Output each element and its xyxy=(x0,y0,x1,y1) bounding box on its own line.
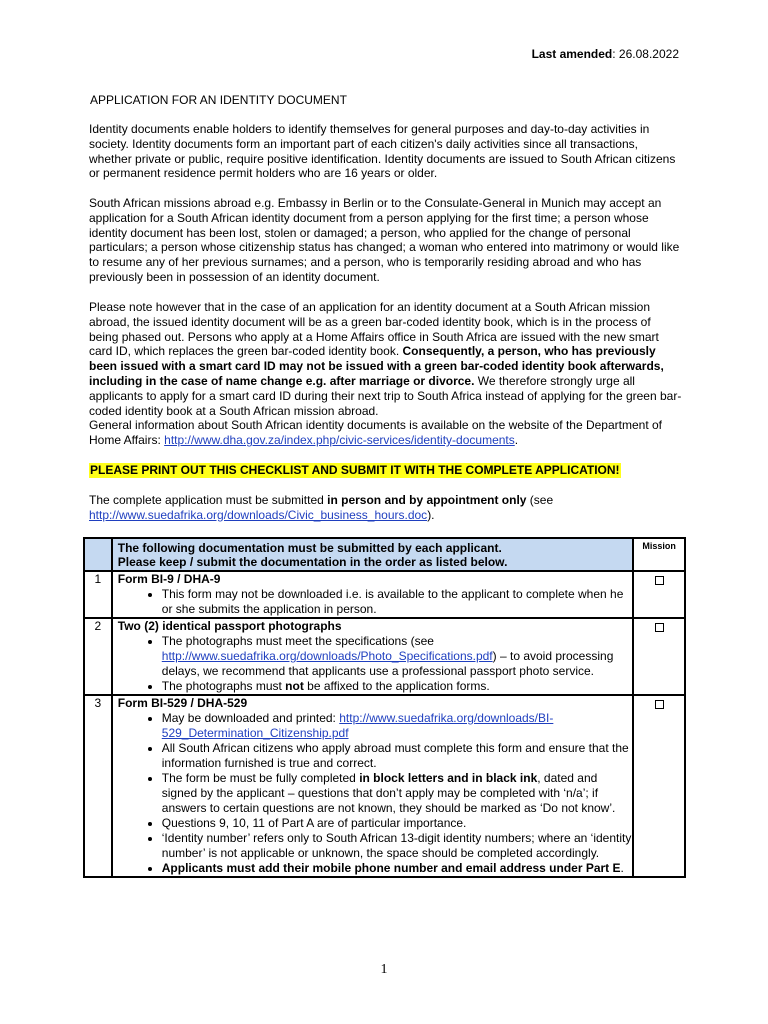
list-item xyxy=(162,679,632,694)
item-bold: not xyxy=(285,679,304,693)
table-row xyxy=(84,695,685,877)
item-text: , dated and signed by the applicant – questions that don’t apply may be completed with ‘n/a’; if answers to certain questions are not known, they should be marked as ‘Do not know’. xyxy=(161,771,616,815)
row-number: 1 xyxy=(84,571,112,618)
list-item xyxy=(162,634,632,679)
table-header-row xyxy=(84,538,685,571)
list-item xyxy=(162,861,632,876)
mission-label: Mission xyxy=(642,541,676,551)
list-item: • Questions 9, 10, 11 of Part A are of particular importance. xyxy=(162,816,632,831)
item-text: ) – to avoid processing delays, we recommend that applicants use a professional passport photo service. xyxy=(161,649,614,678)
last-amended xyxy=(532,47,679,62)
submission-text-post: (see xyxy=(526,493,554,507)
mission-checkbox[interactable] xyxy=(655,700,664,709)
business-hours-end: ). xyxy=(427,507,435,522)
checkbox-cell xyxy=(633,618,685,695)
missions-paragraph: South African missions abroad e.g. Embassy in Berlin or to the Consulate-General in Munich may accept an application for a South African identity document from a person applying for the first time; a person whose identity document has been lost, stolen or damaged; a person, who applied for the change of personal particulars; a person whose citizenship status has changed; a woman who entered into matrimony or would like to resume any of her previous surnames; and a person, who is temporarily residing abroad and who has previously been in possession of an identity document. xyxy=(89,196,680,284)
item-title: Form BI-9 / DHA-9 xyxy=(117,572,221,586)
table-row xyxy=(84,571,685,618)
item-text: May be downloaded and printed: xyxy=(161,711,340,725)
bullet-list xyxy=(113,711,632,876)
page-title: APPLICATION FOR AN IDENTITY DOCUMENT xyxy=(90,93,347,107)
checklist-table xyxy=(83,537,686,878)
checkbox-cell xyxy=(633,571,685,618)
mission-header-cell xyxy=(633,538,685,571)
item-text: be affixed to the application forms. xyxy=(303,679,490,693)
last-amended-date: : 26.08.2022 xyxy=(612,47,679,61)
item-text: The photographs must meet the specifications (see xyxy=(161,634,434,648)
submission-bold: in person and by appointment only xyxy=(327,493,527,507)
mission-checkbox[interactable] xyxy=(655,623,664,632)
item-title: Two (2) identical passport photographs xyxy=(117,619,342,633)
bullet-list xyxy=(113,634,632,694)
mission-checkbox[interactable] xyxy=(655,576,664,585)
row-content xyxy=(112,571,633,618)
item-bold: in block letters and in black ink xyxy=(359,771,538,785)
list-item: • All South African citizens who apply abroad must complete this form and ensure that the information furnished is true and correct. xyxy=(162,741,632,771)
header-line-1: The following documentation must be submitted by each applicant. xyxy=(117,541,502,555)
row-content xyxy=(112,695,633,877)
row-number: 3 xyxy=(84,695,112,877)
citizenship-form-link[interactable]: http://www.suedafrika.org/downloads/BI-529_Determination_Citizenship.pdf xyxy=(161,711,554,740)
list-item: • This form may not be downloaded i.e. is available to the applicant to complete when he or she submits the application in person. xyxy=(162,587,632,617)
submission-paragraph xyxy=(89,493,683,523)
dha-info-text: General information about South African identity documents is available on the website of the Department of Home Affairs: xyxy=(89,418,662,448)
item-title: Form BI-529 / DHA-529 xyxy=(117,696,248,710)
row-content xyxy=(112,618,633,695)
smart-card-text-2: We therefore strongly urge all applicants to apply for a smart card ID during their next trip to South Africa instead of applying for the green bar-coded identity book at a South African mission abroad. xyxy=(89,373,682,418)
smart-card-text-1: Please note however that in the case of an application for an identity document at a South African mission abroad, the issued identity document will be as a green bar-coded identity book, which is in the process of being phased out. Persons who apply at a Home Affairs office in South Africa are issued with the new smart card ID, which replaces the green bar-coded identity book. xyxy=(89,300,659,359)
item-text: The form be must be fully completed xyxy=(161,771,360,785)
smart-card-warning: Consequently, a person, who has previously been issued with a smart card ID may not be issued with a green bar-coded identity book afterwards, including in the case of name change e.g. after marriage or divorce. xyxy=(89,344,664,388)
business-hours-link[interactable]: http://www.suedafrika.org/downloads/Civic_business_hours.doc xyxy=(89,507,428,522)
header-num-cell xyxy=(84,538,112,571)
list-item xyxy=(162,771,632,816)
list-item xyxy=(162,711,632,741)
dha-link[interactable]: http://www.dha.gov.za/index.php/civic-services/identity-documents xyxy=(164,433,515,448)
intro-paragraph: Identity documents enable holders to identify themselves for general purposes and day-to-day activities in society. Identity documents form an important part of each citizen's daily activities since all transactions, whether private or public, require positive identification. Identity documents are issued to South African citizens or permanent residence permit holders who are 16 years or older. xyxy=(89,122,676,181)
header-content-cell xyxy=(112,538,633,571)
list-item: • ‘Identity number’ refers only to South African 13-digit identity numbers; where an ‘identity number’ is not applicable or unknown, the space should be completed accordingly. xyxy=(162,831,632,861)
last-amended-label: Last amended xyxy=(531,47,613,61)
photo-specs-link[interactable]: http://www.suedafrika.org/downloads/Photo_Specifications.pdf xyxy=(161,649,493,663)
item-text: The photographs must xyxy=(161,679,286,693)
submission-text-pre: The complete application must be submitted xyxy=(89,493,328,507)
item-bold: Applicants must add their mobile phone number and email address under Part E xyxy=(161,861,621,875)
header-line-2: Please keep / submit the documentation in the order as listed below. xyxy=(117,555,508,569)
smart-card-paragraph xyxy=(89,300,683,448)
table-row xyxy=(84,618,685,695)
bullet-list xyxy=(113,587,632,617)
dha-link-end: . xyxy=(514,433,519,448)
page-number: 1 xyxy=(380,962,388,977)
item-text: . xyxy=(620,861,624,875)
print-notice: PLEASE PRINT OUT THIS CHECKLIST AND SUBMIT IT WITH THE COMPLETE APPLICATION! xyxy=(90,463,620,477)
checkbox-cell xyxy=(633,695,685,877)
row-number: 2 xyxy=(84,618,112,695)
